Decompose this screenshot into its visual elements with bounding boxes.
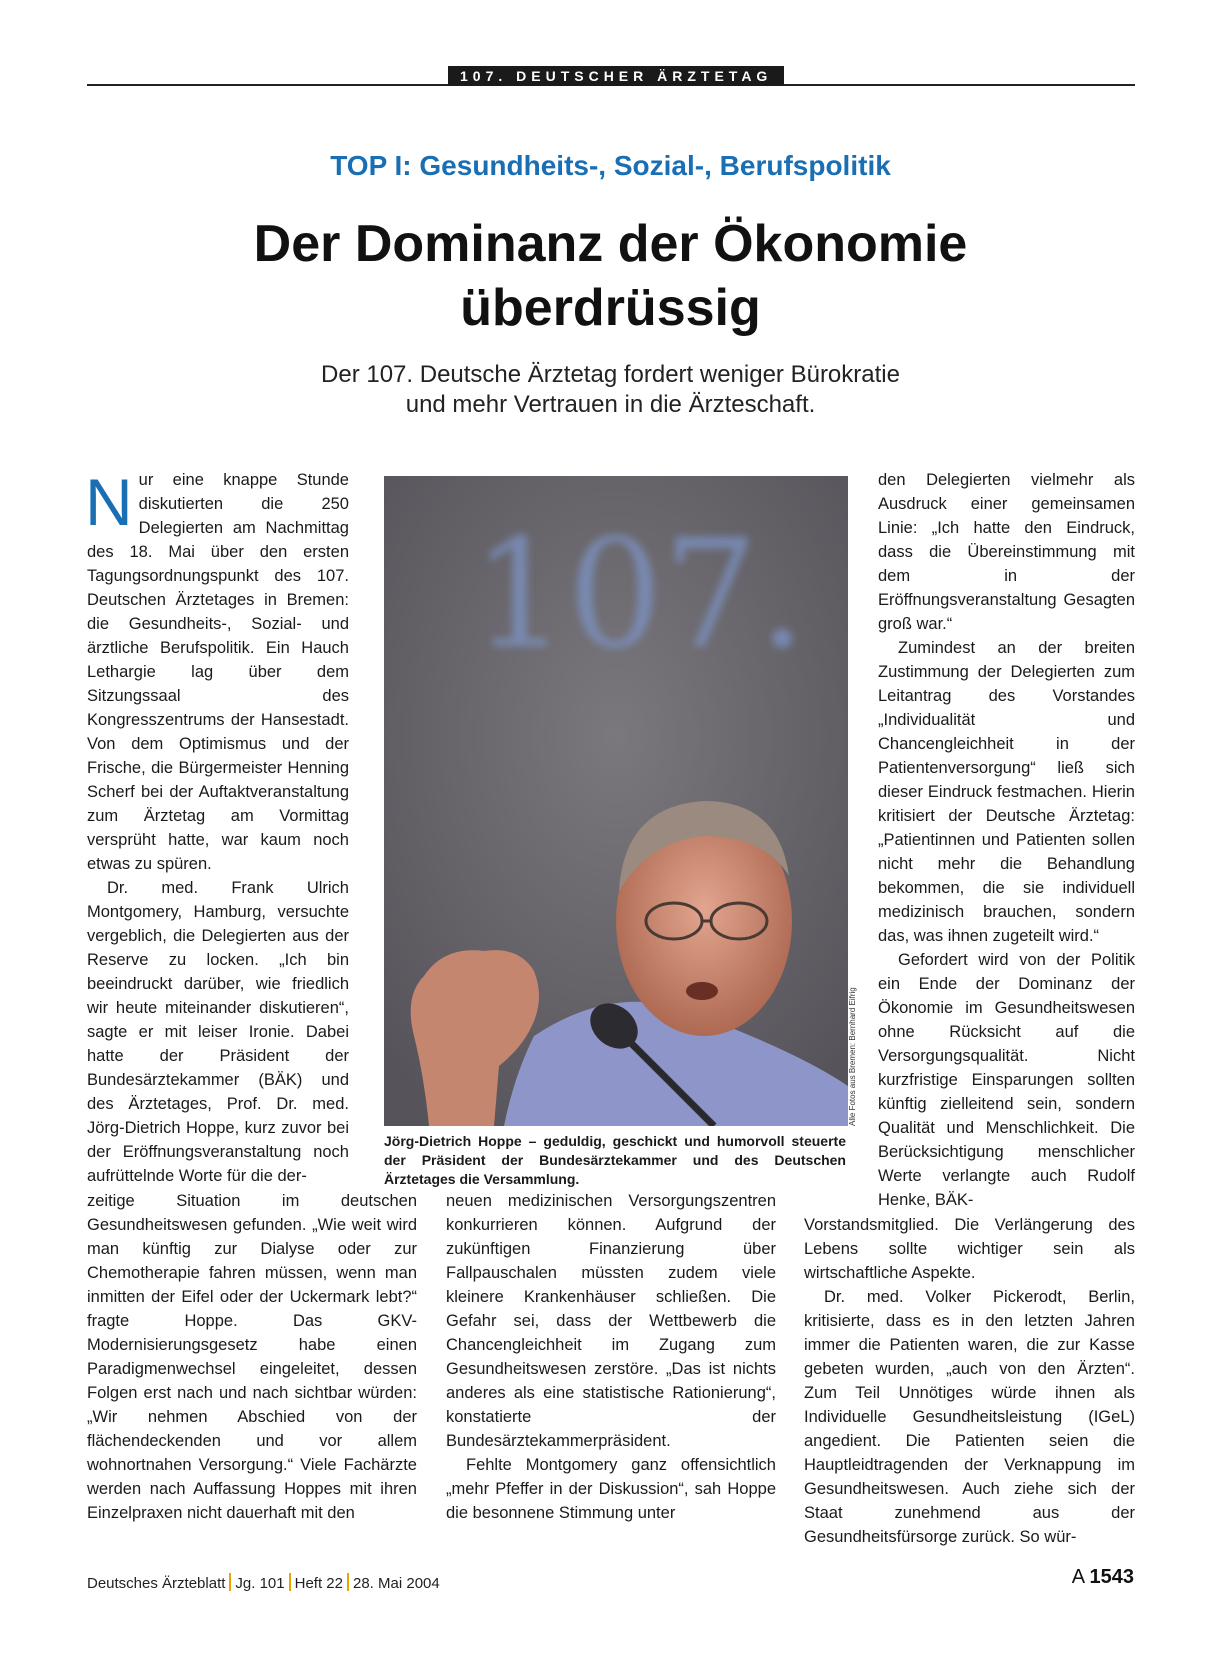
column-2-lower (446, 1189, 776, 1525)
topic-line: TOP I: Gesundheits-, Sozial-, Berufspolitik (330, 150, 891, 181)
paragraph: Fehlte Montgomery ganz offensichtlich „mehr Pfeffer in der Diskussion“, sah Hoppe die besonnene Stimmung unter (446, 1456, 776, 1522)
photo-image (384, 476, 848, 1126)
article-photo (384, 476, 848, 1126)
paragraph: Vorstandsmitglied. Die Verlängerung des Lebens sollte wichtiger sein als wirtschaftliche Aspekte. (804, 1216, 1135, 1282)
headline (0, 212, 1221, 340)
paragraph: Zumindest an der breiten Zustimmung der Delegierten zum Leitantrag des Vorstandes „Individualität und Chancengleichheit in der Patientenversorgung“ ließ sich dieser Eindruck festmachen. Hierin kritisiert der Deutsche Ärztetag: „Patientinnen und Patienten sollen nicht mehr die Behandlung bekommen, die sie individuell medizinisch brauchen, sondern das, was ihnen zugeteilt wird.“ (878, 639, 1135, 945)
column-1-lower (87, 1189, 417, 1525)
footer-separator (347, 1573, 349, 1591)
column-1-upper (85, 465, 349, 1188)
footer-separator (289, 1573, 291, 1591)
paragraph: den Delegierten vielmehr als Ausdruck einer gemeinsamen Linie: „Ich hatte den Eindruck, dass die Übereinstimmung mit dem in der Eröffnungsveranstaltung Gesagten groß war.“ (878, 471, 1135, 633)
teaser-line-2: und mehr Vertrauen in die Ärzteschaft. (405, 391, 816, 418)
backdrop-number: 107. (472, 508, 806, 682)
photo-caption: Jörg-Dietrich Hoppe – geduldig, geschickt und humorvoll steuerte der Präsident der Bundesärztekammer und des Deutschen Ärztetages die Versammlung. (384, 1133, 846, 1187)
column-3-lower (804, 1213, 1135, 1549)
paragraph: Dr. med. Frank Ulrich Montgomery, Hamburg, versuchte vergeblich, die Delegierten aus der Reserve zu locken. „Ich bin beeindruckt darüber, wie friedlich wir heute miteinander diskutieren“, sagte er mit leiser Ironie. Dabei hatte der Präsident der Bundesärztekammer (BÄK) und des Ärztetages, Prof. Dr. med. Jörg-Dietrich Hoppe, kurz zuvor bei der Eröffnungsveranstaltung noch aufrüttelnde Worte für die der- (87, 879, 349, 1185)
headline-line-2: überdrüssig (460, 279, 761, 337)
page-number: A 1543 (1071, 1566, 1134, 1588)
issue: Heft 22 (294, 1575, 343, 1592)
headline-line-1: Der Dominanz der Ökonomie (253, 215, 968, 273)
journal-name: Deutsches Ärzteblatt (87, 1575, 226, 1592)
section-label: 107. DEUTSCHER ÄRZTETAG (448, 66, 784, 86)
footer-separator (229, 1573, 231, 1591)
paragraph: Dr. med. Volker Pickerodt, Berlin, kritisierte, dass es in den letzten Jahren immer die Patienten waren, die zur Kasse gebeten wurden, „auch von den Ärzten“. Zum Teil Unnötiges würde ihnen als Individuelle Gesundheitsleistung (IGeL) angedient. Die Patienten seien die Hauptleidtragenden der Verknappung im Gesundheitswesen. Auch ziehe sich der Staat zunehmend aus der Gesundheitsfürsorge zurück. So wür- (804, 1288, 1135, 1546)
issue-date: 28. Mai 2004 (353, 1575, 440, 1592)
volume: Jg. 101 (235, 1575, 285, 1592)
footer-citation (87, 1573, 440, 1592)
photo-credit: Alle Fotos aus Bremen: Bernhard Eifrig (848, 987, 857, 1126)
paragraph: Gefordert wird von der Politik ein Ende der Dominanz der Ökonomie im Gesundheitswesen ohne Rücksicht auf die Versorgungsqualität. Nicht kurzfristige Einsparungen sollten künftig zielleitend sein, sondern Qualität und Menschlichkeit. Die Berücksichtigung menschlicher Werte verlangte auch Rudolf Henke, BÄK- (878, 951, 1135, 1209)
paragraph: Nur eine knappe Stunde diskutierten die 250 Delegierten am Nachmittag des 18. Mai über den ersten Tagungsordnungspunkt des 107. Deutschen Ärztetages in Bremen: die Gesundheits-, Sozial- und ärztliche Berufspolitik. Ein Hauch Lethargie lag über dem Sitzungssaal des Kongresszentrums der Hansestadt. Von dem Optimismus und der Frische, die Bürgermeister Henning Scherf bei der Auftaktveranstaltung zum Ärztetag am Vormittag versprüht hatte, war kaum noch etwas zu spüren. (85, 465, 349, 873)
paragraph: zeitige Situation im deutschen Gesundheitswesen gefunden. „Wie weit wird man künftig zur Dialyse oder zur Chemotherapie fahren müssen, wenn man inmitten der Eifel oder der Uckermark lebt?“ fragte Hoppe. Das GKV-Modernisierungsgesetz habe einen Paradigmenwechsel eingeleitet, dessen Folgen erst nach und nach sichtbar würden: „Wir nehmen Abschied von der flächendeckenden und vor allem wohnortnahen Versorgung.“ Viele Fachärzte werden nach Auffassung Hoppes mit ihren Einzelpraxen nicht dauerhaft mit den (87, 1192, 417, 1522)
teaser-line-1: Der 107. Deutsche Ärztetag fordert weniger Bürokratie (321, 361, 900, 388)
drop-cap: N (85, 465, 133, 539)
column-3-upper (878, 468, 1135, 1212)
teaser (0, 360, 1221, 420)
paragraph: neuen medizinischen Versorgungszentren konkurrieren können. Aufgrund der zukünftigen Finanzierung über Fallpauschalen müssten zudem viele kleinere Krankenhäuser schließen. Die Gefahr sei, dass der Wettbewerb die Chancengleichheit im Zugang zum Gesundheitswesen zerstöre. „Das ist nichts anderes als eine statistische Rationierung“, konstatierte der Bundesärztekammerpräsident. (446, 1192, 776, 1450)
